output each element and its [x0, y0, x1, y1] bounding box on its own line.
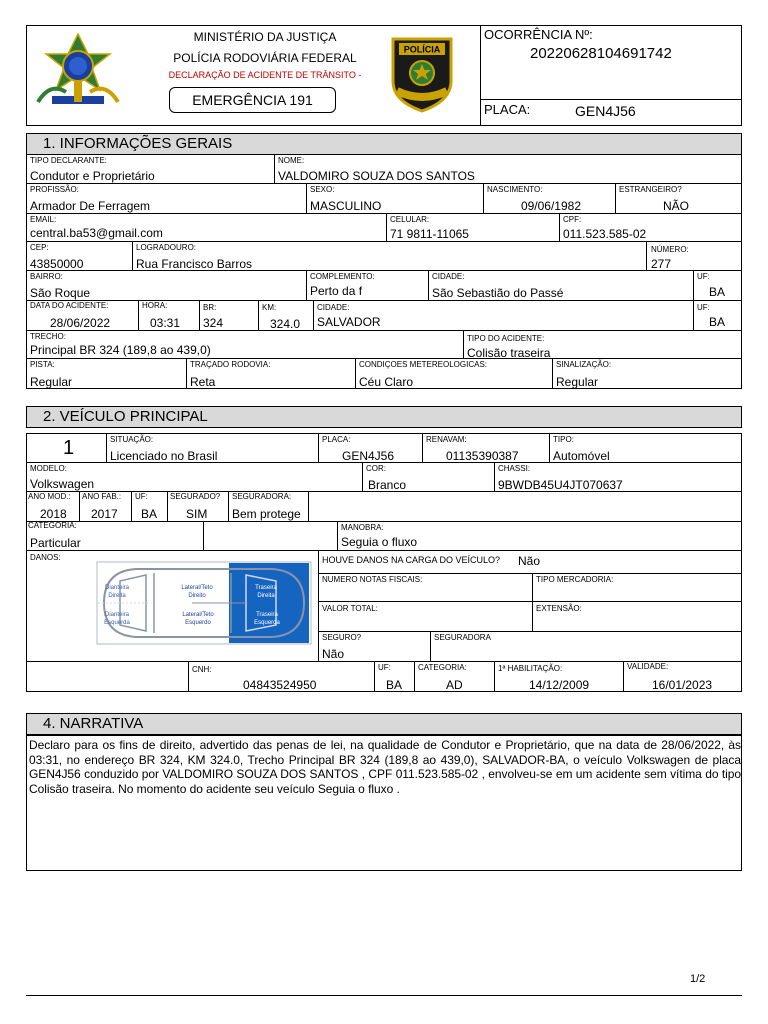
data-acidente-label: DATA DO ACIDENTE:: [30, 301, 109, 310]
emergency-label: EMERGÊNCIA 191: [192, 92, 313, 108]
cnh-label: CNH:: [192, 665, 212, 674]
sexo-label: SEXO:: [310, 185, 335, 194]
uf-value: BA: [709, 285, 726, 299]
data-acidente-value: 28/06/2022: [50, 316, 111, 330]
celular-value: 71 9811-11065: [390, 227, 469, 241]
tipo-mercadoria-label: TIPO MERCADORIA:: [536, 575, 614, 584]
ministry-title: MINISTÉRIO DA JUSTIÇA: [193, 30, 337, 44]
br-value: 324: [203, 316, 224, 330]
footer-rule: [26, 995, 742, 996]
page-number: 1/2: [690, 973, 706, 985]
email-value: central.ba53@gmail.com: [30, 226, 163, 240]
agency-title: POLÍCIA RODOVIÁRIA FEDERAL: [173, 51, 357, 65]
cidade-acidente-label: CIDADE:: [317, 303, 350, 312]
occurrence-label: OCORRÊNCIA Nº:: [484, 27, 593, 42]
declaration-title: DECLARAÇÃO DE ACIDENTE DE TRÂNSITO -: [168, 70, 362, 80]
manobra-value: Seguia o fluxo: [341, 535, 418, 549]
tracado-label: TRAÇADO RODOVIA:: [190, 360, 271, 369]
header-plate-value: GEN4J56: [575, 103, 636, 119]
sexo-value: MASCULINO: [310, 199, 382, 213]
hora-value: 03:31: [150, 316, 181, 330]
ano-mod-label: ANO MOD.:: [28, 492, 71, 501]
sinalizacao-label: SINALIZAÇÃO:: [556, 360, 612, 369]
diag-dianteira-direita: Dianteira Direita: [104, 585, 129, 599]
trecho-label: TRECHO:: [30, 332, 66, 341]
tracado-value: Reta: [190, 375, 216, 389]
ano-fab-label: ANO FAB.:: [82, 492, 122, 501]
brasao-emblem: [30, 32, 126, 116]
tipo-veiculo-label: TIPO:: [553, 435, 574, 444]
cor-label: COR:: [366, 464, 386, 473]
categoria-label: CATEGORIA:: [28, 521, 77, 530]
section-2-title: 2. VEÍCULO PRINCIPAL: [26, 406, 742, 428]
valor-total-label: VALOR TOTAL:: [322, 604, 378, 613]
pista-label: PISTA:: [30, 360, 55, 369]
modelo-label: MODELO:: [30, 464, 67, 473]
renavam-label: RENAVAM:: [426, 435, 467, 444]
tipo-acidente-label: TIPO DO ACIDENTE:: [467, 334, 545, 343]
cidade-value: São Sebastião do Passé: [432, 286, 564, 300]
habilitacao-value: 14/12/2009: [529, 678, 590, 692]
seguradora-value: Bem protege: [232, 507, 301, 521]
pista-value: Regular: [30, 375, 73, 389]
chassi-label: CHASSI:: [498, 464, 531, 473]
email-label: EMAIL:: [30, 215, 57, 224]
diag-lateral-esquerdo: Lateral/Teto Esquerdo: [182, 612, 214, 626]
validade-label: VALIDADE:: [627, 662, 669, 671]
tipo-declarante-label: TIPO DECLARANTE:: [30, 156, 107, 165]
logradouro-label: LOGRADOURO:: [136, 243, 197, 252]
nascimento-label: NASCIMENTO:: [487, 185, 543, 194]
danos-carga-value: Não: [518, 554, 541, 568]
prf-badge: [387, 35, 457, 113]
manobra-label: MANOBRA:: [341, 523, 384, 532]
ano-mod-value: 2018: [40, 507, 67, 521]
bairro-label: BAIRRO:: [30, 272, 63, 281]
seguradora-label: SEGURADORA:: [232, 492, 292, 501]
header-plate-label: PLACA:: [484, 102, 531, 117]
uf-veiculo-label: UF:: [135, 492, 148, 501]
placa-label: PLACA:: [322, 435, 351, 444]
section-4-title: 4. NARRATIVA: [26, 713, 742, 735]
cpf-label: CPF:: [563, 215, 582, 224]
placa-value: GEN4J56: [342, 449, 395, 463]
nome-label: NOME:: [278, 156, 305, 165]
km-label: KM:: [262, 303, 277, 312]
validade-value: 16/01/2023: [652, 678, 713, 692]
diag-dianteira-esquerda: Dianteira Esquerda: [104, 612, 130, 626]
segurado-value: SIM: [186, 507, 208, 521]
diag-traseira-esquerda: Traseira Esquerda: [254, 612, 280, 626]
extensao-label: EXTENSÃO:: [536, 604, 582, 613]
occurrence-value: 20220628104691742: [530, 45, 672, 62]
condicoes-label: CONDIÇOES METEREOLOGICAS:: [359, 360, 488, 369]
emergency-box: [169, 87, 336, 113]
cep-label: CEP:: [30, 243, 49, 252]
complemento-label: COMPLEMENTO:: [310, 272, 375, 281]
uf-acidente-label: UF:: [697, 303, 710, 312]
nascimento-value: 09/06/1982: [520, 199, 581, 213]
cnh-categoria-value: AD: [446, 678, 463, 692]
cnh-uf-value: BA: [386, 678, 403, 692]
hora-label: HORA:: [142, 301, 168, 310]
tipo-declarante-value: Condutor e Proprietário: [30, 169, 155, 183]
estrangeiro-value: NÃO: [663, 199, 690, 213]
km-value: 324.0: [269, 317, 300, 331]
cidade-label: CIDADE:: [432, 272, 465, 281]
renavam-value: 01135390387: [446, 449, 519, 463]
numero-label: NÚMERO:: [651, 245, 689, 254]
seguro-value: Não: [322, 647, 345, 661]
cnh-categoria-label: CATEGORIA:: [418, 663, 467, 672]
danos-label: DANOS:: [30, 553, 61, 562]
tipo-acidente-value: Colisão traseira: [467, 346, 551, 360]
seguradora-carga-label: SEGURADORA: [434, 633, 491, 642]
chassi-value: 9BWDB45U4JT070637: [498, 478, 623, 492]
profissao-label: PROFISSÃO:: [30, 185, 79, 194]
situacao-value: Licenciado no Brasil: [110, 449, 218, 463]
uf-acidente-value: BA: [709, 315, 726, 329]
notas-fiscais-label: NUMERO NOTAS FISCAIS:: [322, 575, 423, 584]
br-label: BR:: [203, 303, 217, 312]
section-1-title: 1. INFORMAÇÕES GERAIS: [26, 133, 742, 155]
cnh-uf-label: UF:: [378, 663, 391, 672]
estrangeiro-label: ESTRANGEIRO?: [619, 185, 682, 194]
segurado-label: SEGURADO?: [170, 492, 221, 501]
situacao-label: SITUAÇÃO:: [110, 435, 154, 444]
modelo-value: Volkswagen: [30, 477, 95, 491]
tipo-veiculo-value: Automóvel: [553, 449, 610, 463]
diag-lateral-direito: Lateral/Teto Direito: [181, 585, 213, 599]
cor-value: Branco: [368, 478, 407, 492]
numero-value: 277: [651, 257, 672, 271]
damage-diagram: [96, 561, 312, 645]
logradouro-value: Rua Francisco Barros: [136, 257, 253, 271]
danos-carga-label: HOUVE DANOS NA CARGA DO VEÍCULO?: [322, 555, 501, 565]
condicoes-value: Céu Claro: [359, 375, 414, 389]
uf-veiculo-value: BA: [141, 507, 158, 521]
badge-top-text: POLÍCIA: [403, 44, 441, 55]
seguro-label: SEGURO?: [322, 633, 362, 642]
narrativa-text: Declaro para os fins de direito, advertido das penas de lei, na qualidade de Condutor e Proprietário, que na data de 28/06/2022, às 03:31, no endereço BR 324, KM 324.0, Trecho Principal BR 324 (189,8 ao 439,0), SALVADOR-BA, o veículo Volkswagen de placa GEN4J56 conduzido por VALDOMIRO SOUZA DOS SANTOS , CPF 011.523.585-02 , envolveu-se em um acidente sem vítima do tipo Colisão traseira. No momento do acidente seu veículo Seguia o fluxo .: [29, 738, 741, 796]
uf-label: UF:: [697, 272, 710, 281]
cidade-acidente-value: SALVADOR: [317, 315, 381, 329]
sinalizacao-value: Regular: [556, 375, 599, 389]
cpf-value: 011.523.585-02: [563, 227, 647, 241]
ano-fab-value: 2017: [91, 507, 118, 521]
nome-value: VALDOMIRO SOUZA DOS SANTOS: [278, 169, 475, 183]
diag-traseira-direita: Traseira Direita: [255, 585, 277, 599]
categoria-value: Particular: [30, 536, 81, 550]
celular-label: CELULAR:: [390, 215, 430, 224]
cnh-value: 04843524950: [243, 678, 317, 692]
trecho-value: Principal BR 324 (189,8 ao 439,0): [30, 343, 211, 357]
habilitacao-label: 1ª HABILITAÇÃO:: [498, 664, 563, 673]
bairro-value: São Roque: [30, 286, 91, 300]
complemento-value: Perto da f: [310, 284, 363, 298]
profissao-value: Armador De Ferragem: [30, 199, 151, 213]
cep-value: 43850000: [30, 257, 84, 271]
vehicle-number: 1: [63, 437, 75, 459]
